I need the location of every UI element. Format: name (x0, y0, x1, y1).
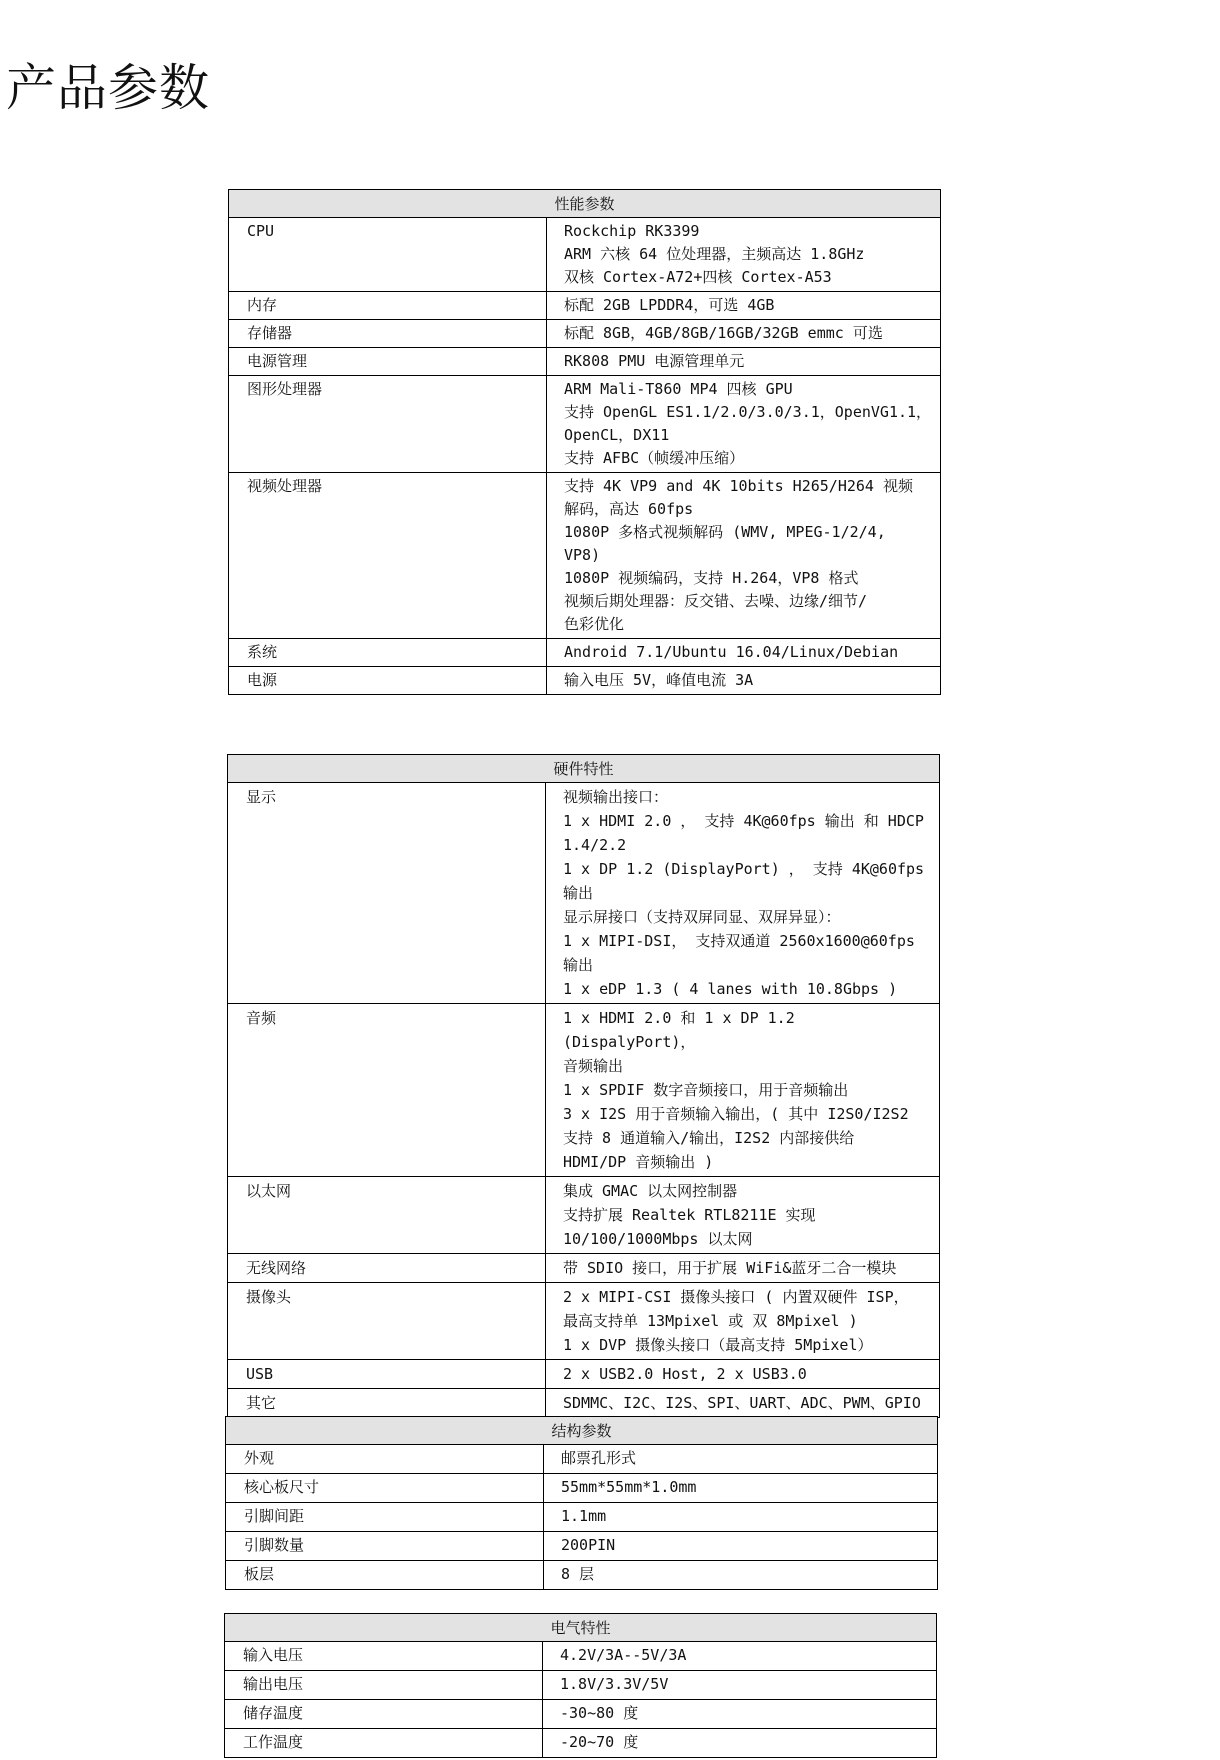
param-value-line: 色彩优化 (564, 615, 625, 633)
param-value-line: SDMMC、I2C、I2S、SPI、UART、ADC、PWM、GPIO (563, 1394, 921, 1412)
table-row (226, 1474, 938, 1503)
param-value (547, 376, 941, 473)
param-label: 工作温度 (225, 1729, 543, 1758)
param-value-line: 1.4/2.2 (563, 836, 627, 854)
param-value (546, 1254, 940, 1283)
param-value-line: 支持 AFBC（帧缓冲压缩） (564, 449, 745, 467)
param-value-line: 视频输出接口： (563, 788, 669, 806)
table-row (228, 1389, 940, 1418)
table-row (226, 1445, 938, 1474)
param-value (544, 1503, 938, 1532)
table-row (226, 1532, 938, 1561)
table-row (226, 1503, 938, 1532)
param-value-line: 支持 4K VP9 and 4K 10bits H265/H264 视频 (564, 477, 913, 495)
param-value-line: 1080P 视频编码，支持 H.264，VP8 格式 (564, 569, 859, 587)
param-value-line: 音频输出 (563, 1057, 624, 1075)
table-row (229, 473, 941, 639)
param-value (547, 218, 941, 292)
param-value-line: 1 x SPDIF 数字音频接口，用于音频输出 (563, 1081, 849, 1099)
param-label: 引脚数量 (226, 1532, 544, 1561)
param-value-line: 1 x HDMI 2.0 ， 支持 4K@60fps 输出 和 HDCP (563, 812, 924, 830)
param-label: 显示 (228, 783, 546, 1004)
table-row (229, 320, 941, 348)
param-value-line: 输出 (563, 884, 594, 902)
table-row (225, 1642, 937, 1671)
param-value-line: 55mm*55mm*1.0mm (561, 1478, 697, 1496)
param-value (543, 1729, 937, 1758)
param-value-line: 4.2V/3A--5V/3A (560, 1646, 687, 1664)
param-value-line: 标配 8GB，4GB/8GB/16GB/32GB emmc 可选 (564, 324, 883, 342)
table-row (225, 1671, 937, 1700)
param-label: 图形处理器 (229, 376, 547, 473)
param-value (546, 1004, 940, 1177)
param-value-line: 双核 Cortex-A72+四核 Cortex-A53 (564, 268, 832, 286)
param-value (547, 320, 941, 348)
param-label: 系统 (229, 639, 547, 667)
table-row (226, 1561, 938, 1590)
param-value-line: -30~80 度 (560, 1704, 639, 1722)
param-value (543, 1642, 937, 1671)
performance-spec-table (228, 189, 941, 695)
param-value-line: ARM Mali-T860 MP4 四核 GPU (564, 380, 793, 398)
param-value-line: 解码，高达 60fps (564, 500, 694, 518)
param-label: 引脚间距 (226, 1503, 544, 1532)
electrical-spec-table (224, 1613, 937, 1758)
param-value-line: 显示屏接口（支持双屏同显、双屏异显）： (563, 908, 841, 926)
param-value-line: 标配 2GB LPDDR4，可选 4GB (564, 296, 775, 314)
table-row (229, 639, 941, 667)
param-value-line: HDMI/DP 音频输出 ) (563, 1153, 714, 1171)
param-value-line: ARM 六核 64 位处理器，主频高达 1.8GHz (564, 245, 865, 263)
table-row (229, 376, 941, 473)
param-value (543, 1700, 937, 1729)
param-label: 电源管理 (229, 348, 547, 376)
param-label: 以太网 (228, 1177, 546, 1254)
param-value-line: 200PIN (561, 1536, 616, 1554)
param-value-line: 8 层 (561, 1565, 595, 1583)
param-value (547, 639, 941, 667)
param-label: 外观 (226, 1445, 544, 1474)
param-value-line: 集成 GMAC 以太网控制器 (563, 1182, 738, 1200)
table-header: 性能参数 (229, 190, 941, 218)
param-label: 输出电压 (225, 1671, 543, 1700)
table-row (229, 292, 941, 320)
param-value (546, 1389, 940, 1418)
table-row (228, 1177, 940, 1254)
param-label: USB (228, 1360, 546, 1389)
param-value (544, 1532, 938, 1561)
table-row (229, 218, 941, 292)
table-header: 硬件特性 (228, 755, 940, 783)
param-value-line: 输入电压 5V，峰值电流 3A (564, 671, 754, 689)
param-value-line: VP8) (564, 546, 601, 564)
param-value-line: 支持 OpenGL ES1.1/2.0/3.0/3.1，OpenVG1.1， (564, 403, 932, 421)
structure-spec-table (225, 1416, 938, 1590)
param-value (544, 1445, 938, 1474)
param-value-line: 1.8V/3.3V/5V (560, 1675, 669, 1693)
param-value-line: -20~70 度 (560, 1733, 639, 1751)
param-label: CPU (229, 218, 547, 292)
param-value-line: 1.1mm (561, 1507, 607, 1525)
param-value-line: 支持扩展 Realtek RTL8211E 实现 (563, 1206, 816, 1224)
param-value (544, 1561, 938, 1590)
param-value-line: 视频后期处理器：反交错、去噪、边缘/细节/ (564, 592, 868, 610)
param-value (547, 473, 941, 639)
table-row (229, 667, 941, 695)
param-label: 板层 (226, 1561, 544, 1590)
param-label: 储存温度 (225, 1700, 543, 1729)
page-title: 产品参数 (6, 59, 210, 117)
param-value-line: OpenCL，DX11 (564, 426, 670, 444)
param-value (546, 1177, 940, 1254)
param-value-line: 10/100/1000Mbps 以太网 (563, 1230, 753, 1248)
param-value-line: 邮票孔形式 (561, 1449, 637, 1467)
param-value-line: 1 x HDMI 2.0 和 1 x DP 1.2 (DispalyPort)， (563, 1009, 795, 1051)
param-value-line: RK808 PMU 电源管理单元 (564, 352, 745, 370)
hardware-spec-table (227, 754, 940, 1418)
param-value (543, 1671, 937, 1700)
param-value-line: Android 7.1/Ubuntu 16.04/Linux/Debian (564, 643, 899, 661)
param-label: 其它 (228, 1389, 546, 1418)
param-value-line: 1 x MIPI-DSI， 支持双通道 2560x1600@60fps (563, 932, 915, 950)
param-value-line: 1080P 多格式视频解码 (WMV, MPEG-1/2/4, (564, 523, 886, 541)
param-label: 电源 (229, 667, 547, 695)
table-row (225, 1729, 937, 1758)
param-label: 音频 (228, 1004, 546, 1177)
param-value (546, 783, 940, 1004)
param-label: 核心板尺寸 (226, 1474, 544, 1503)
table-row (228, 783, 940, 1004)
param-value-line: 2 x MIPI-CSI 摄像头接口 ( 内置双硬件 ISP， (563, 1288, 909, 1306)
table-row (228, 1004, 940, 1177)
param-value-line: 最高支持单 13Mpixel 或 双 8Mpixel ) (563, 1312, 858, 1330)
param-label: 存储器 (229, 320, 547, 348)
table-row (228, 1254, 940, 1283)
param-value (547, 348, 941, 376)
param-value (546, 1360, 940, 1389)
param-value-line: 输出 (563, 956, 594, 974)
table-row (228, 1283, 940, 1360)
param-label: 输入电压 (225, 1642, 543, 1671)
table-row (229, 348, 941, 376)
param-label: 无线网络 (228, 1254, 546, 1283)
param-value-line: 1 x DVP 摄像头接口（最高支持 5Mpixel） (563, 1336, 873, 1354)
param-label: 视频处理器 (229, 473, 547, 639)
param-value-line: 3 x I2S 用于音频输入输出，( 其中 I2S0/I2S2 (563, 1105, 909, 1123)
param-value (547, 292, 941, 320)
param-value-line: 1 x DP 1.2 (DisplayPort) ， 支持 4K@60fps (563, 860, 925, 878)
param-label: 内存 (229, 292, 547, 320)
table-row (228, 1360, 940, 1389)
table-header: 结构参数 (226, 1417, 938, 1445)
param-value-line: 带 SDIO 接口，用于扩展 WiFi&蓝牙二合一模块 (563, 1259, 897, 1277)
param-value-line: 2 x USB2.0 Host, 2 x USB3.0 (563, 1365, 807, 1383)
param-value (547, 667, 941, 695)
param-value-line: 1 x eDP 1.3 ( 4 lanes with 10.8Gbps ) (563, 980, 898, 998)
table-header: 电气特性 (225, 1614, 937, 1642)
param-value-line: 支持 8 通道输入/输出，I2S2 内部接供给 (563, 1129, 855, 1147)
param-value-line: Rockchip RK3399 (564, 222, 700, 240)
param-label: 摄像头 (228, 1283, 546, 1360)
param-value (544, 1474, 938, 1503)
table-row (225, 1700, 937, 1729)
param-value (546, 1283, 940, 1360)
